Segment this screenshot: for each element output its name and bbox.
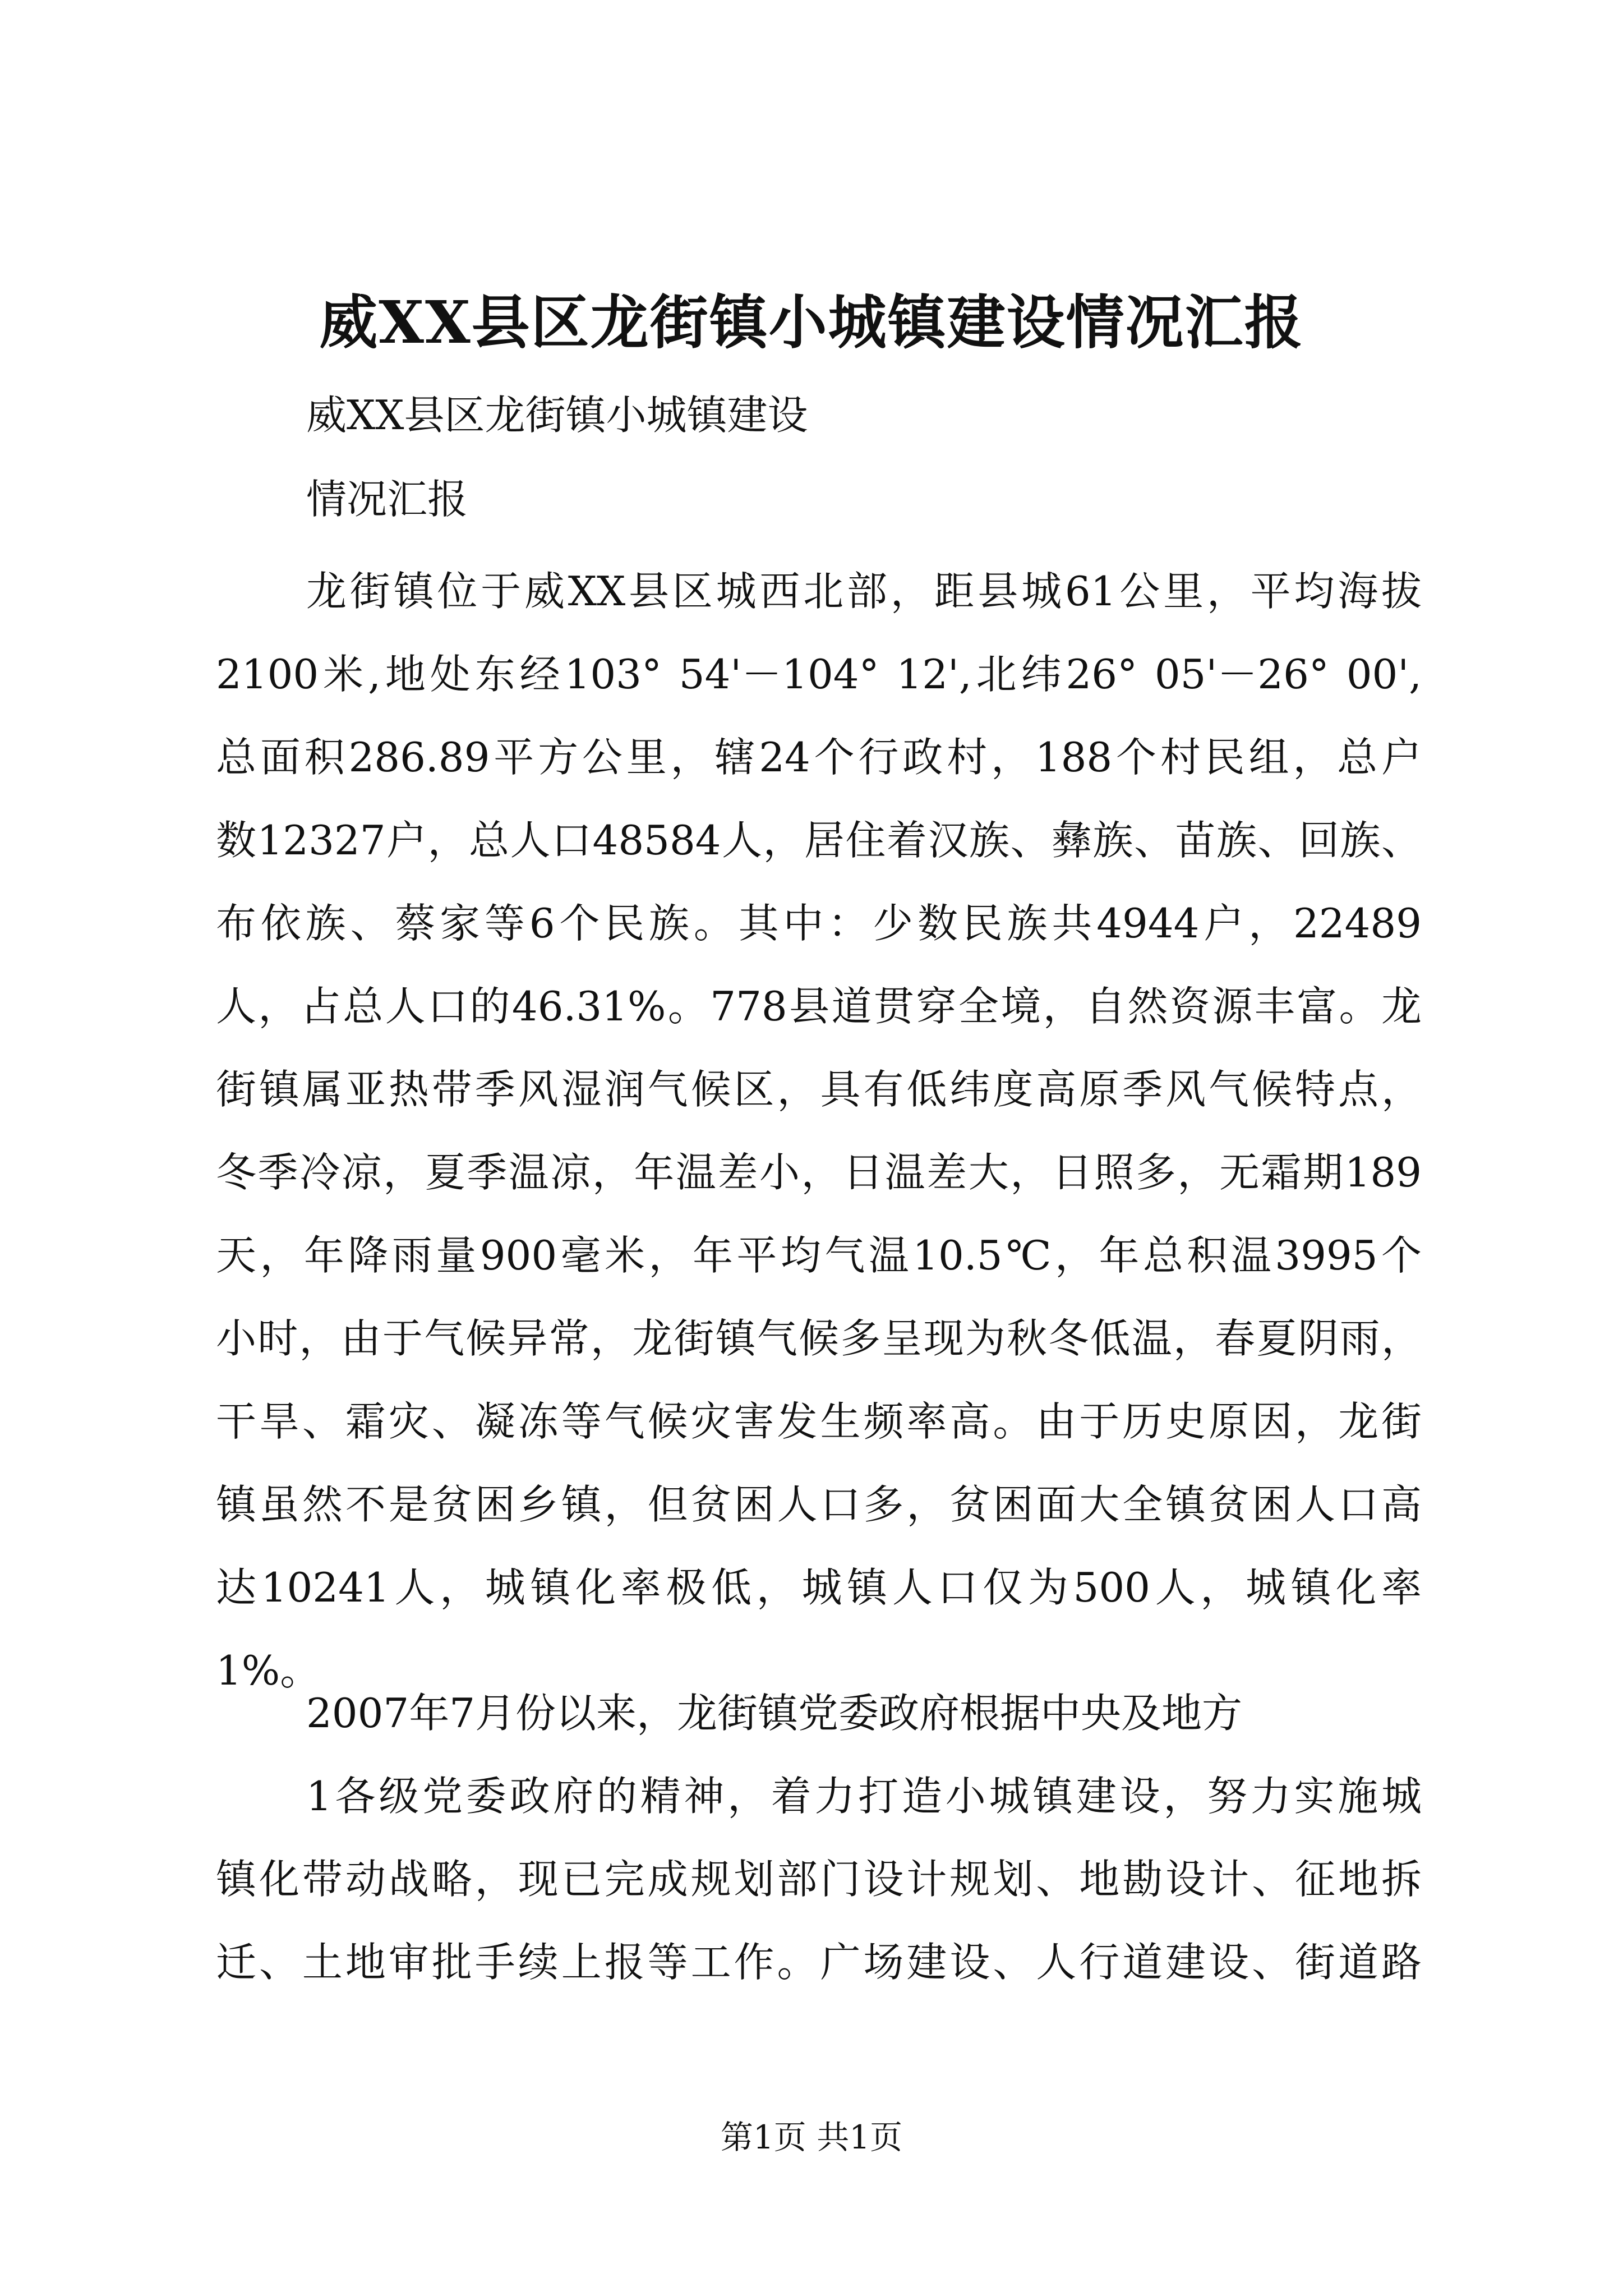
- paragraph-1: [216, 550, 1422, 1712]
- paragraph-line: 人，占总人口的46.31%。778县道贯穿全境，自然资源丰富。龙: [216, 983, 1422, 1030]
- paragraph-line: 布依族、蔡家等6个民族。其中：少数民族共4944户，22489: [216, 900, 1422, 947]
- paragraph-2: [216, 1672, 1422, 1755]
- paragraph-line: 冬季冷凉，夏季温凉，年温差小，日温差大，日照多，无霜期189: [216, 1149, 1422, 1196]
- paragraph-line: 2100米,地处东经103° 54'－104° 12',北纬26° 05'－26° 00',: [216, 651, 1422, 698]
- paragraph-line: 镇虽然不是贫困乡镇，但贫困人口多，贫困面大全镇贫困人口高: [216, 1481, 1422, 1528]
- paragraph-line: 小时，由于气候异常，龙街镇气候多呈现为秋冬低温，春夏阴雨，: [216, 1315, 1422, 1362]
- paragraph-line: 街镇属亚热带季风湿润气候区，具有低纬度高原季风气候特点，: [216, 1066, 1422, 1113]
- paragraph-line: 2007年7月份以来，龙街镇党委政府根据中央及地方: [306, 1690, 1243, 1737]
- paragraph-line: 达10241人，城镇化率极低，城镇人口仅为500人，城镇化率: [216, 1564, 1422, 1611]
- subtitle-line-1: 威XX县区龙街镇小城镇建设: [306, 392, 808, 439]
- paragraph-line: 天，年降雨量900毫米，年平均气温10.5℃，年总积温3995个: [216, 1232, 1422, 1279]
- paragraph-line: 1各级党委政府的精神，着力打造小城镇建设，努力实施城: [306, 1773, 1422, 1820]
- paragraph-line: 1%。: [216, 1647, 321, 1694]
- paragraph-3: [216, 1755, 1422, 2004]
- page-footer: 第1页 共1页: [720, 2118, 903, 2156]
- paragraph-line: 龙街镇位于威XX县区城西北部，距县城61公里，平均海拔: [306, 568, 1422, 615]
- paragraph-line: 干旱、霜灾、凝冻等气候灾害发生频率高。由于历史原因，龙街: [216, 1398, 1422, 1445]
- paragraph-line: 数12327户，总人口48584人，居住着汉族、彝族、苗族、回族、: [216, 817, 1422, 864]
- paragraph-line: 镇化带动战略，现已完成规划部门设计规划、地勘设计、征地拆: [216, 1856, 1422, 1903]
- subtitle-line-2: 情况汇报: [306, 476, 468, 523]
- document-title: 威XX县区龙街镇小城镇建设情况汇报: [319, 288, 1304, 357]
- paragraph-line: 总面积286.89平方公里，辖24个行政村，188个村民组，总户: [216, 734, 1422, 781]
- paragraph-line: 迁、土地审批手续上报等工作。广场建设、人行道建设、街道路: [216, 1939, 1422, 1986]
